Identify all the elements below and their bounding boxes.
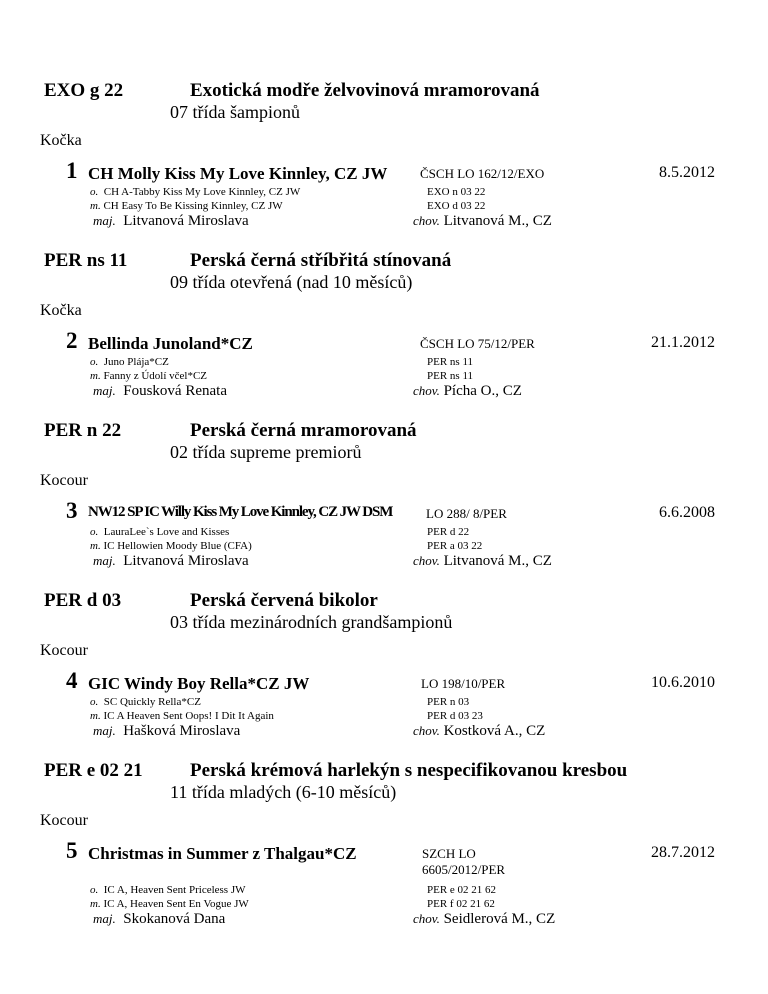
owner-name: Litvanová Miroslava [123,553,249,569]
mother-line [90,884,246,896]
breeder-line [413,723,545,740]
mother-color-code: PER d 22 [427,526,470,538]
birth-date: 10.6.2010 [651,674,715,691]
breeder-label: chov. [413,213,440,228]
cat-name: CH Molly Kiss My Love Kinnley, CZ JW [88,164,388,183]
sex-label: Kocour [40,642,88,659]
breeder-label: chov. [413,911,440,926]
cat-name: Bellinda Junoland*CZ [88,334,253,353]
breed-code: PER e 02 21 [44,760,143,781]
breeder-line [413,911,555,928]
sex-label: Kocour [40,472,88,489]
breeder-name: Litvanová M., CZ [443,213,552,229]
entry-number: 2 [66,328,78,353]
owner-label: maj. [93,911,116,926]
breeder-line [413,553,552,570]
show-class: 07 třída šampionů [170,102,300,122]
owner-name: Fousková Renata [123,383,227,399]
sex-label: Kočka [40,132,82,149]
owner-label: maj. [93,213,116,228]
breed-code: PER n 22 [44,420,122,441]
mother-name: Juno Plája*CZ [103,356,169,368]
father-label: m. [90,200,101,212]
entry-number: 5 [66,838,78,863]
owner-name: Skokanová Dana [123,911,226,927]
father-label: m. [90,898,101,910]
sex-label: Kocour [40,812,88,829]
birth-date: 6.6.2008 [659,504,715,521]
mother-name: CH A-Tabby Kiss My Love Kinnley, CZ JW [103,186,301,198]
breeder-name: Litvanová M., CZ [443,553,552,569]
mother-name: IC A, Heaven Sent Priceless JW [103,884,246,896]
breed-name: Perská černá stříbřitá stínovaná [190,250,452,271]
mother-label: o. [90,696,99,708]
father-line [90,370,207,382]
mother-line [90,356,169,368]
breed-name: Perská krémová harlekýn s nespecifikovanou kresbou [190,760,628,781]
show-class: 09 třída otevřená (nad 10 měsíců) [170,272,413,292]
breed-code: EXO g 22 [44,80,124,101]
father-color-code: PER f 02 21 62 [427,898,495,910]
breed-code: PER d 03 [44,590,122,611]
owner-line [93,213,249,230]
entry-number: 4 [66,668,78,693]
mother-name: SC Quickly Rella*CZ [103,696,201,708]
owner-line [93,911,225,928]
father-color-code: PER d 03 23 [427,710,483,722]
owner-line [93,723,240,740]
entry-number: 3 [66,498,78,523]
registration-number: LO 198/10/PER [421,676,506,691]
breeder-label: chov. [413,723,440,738]
father-line [90,898,249,910]
mother-color-code: EXO n 03 22 [427,186,486,198]
father-color-code: PER ns 11 [427,370,474,382]
father-color-code: EXO d 03 22 [427,200,486,212]
birth-date: 28.7.2012 [651,844,715,861]
registration-number-line2: 6605/2012/PER [422,862,506,877]
registration-number: SZCH LO [422,846,476,861]
breeder-label: chov. [413,383,440,398]
owner-label: maj. [93,723,116,738]
mother-line [90,526,229,538]
registration-number: ČSCH LO 162/12/EXO [420,166,545,181]
cat-name: NW12 SP IC Willy Kiss My Love Kinnley, CZ JW DSM [88,504,393,520]
registration-number: ČSCH LO 75/12/PER [420,336,535,351]
mother-color-code: PER ns 11 [427,356,474,368]
breed-name: Perská černá mramorovaná [190,420,417,441]
show-class: 03 třída mezinárodních grandšampionů [170,612,453,632]
father-color-code: PER a 03 22 [427,540,483,552]
breeder-line [413,213,552,230]
sex-label: Kočka [40,302,82,319]
owner-label: maj. [93,383,116,398]
father-name: IC A Heaven Sent Oops! I Dit It Again [103,710,274,722]
owner-line [93,383,227,400]
father-line [90,200,283,212]
show-class: 02 třída supreme premiorů [170,442,362,462]
breed-name: Exotická modře želvovinová mramorovaná [190,80,540,101]
mother-label: o. [90,526,99,538]
owner-label: maj. [93,553,116,568]
registration-number: LO 288/ 8/PER [426,506,507,521]
show-class: 11 třída mladých (6-10 měsíců) [170,782,397,802]
father-name: IC A, Heaven Sent En Vogue JW [103,898,249,910]
cat-name: GIC Windy Boy Rella*CZ JW [88,674,310,693]
mother-label: o. [90,884,99,896]
breeder-name: Pícha O., CZ [443,383,522,399]
father-label: m. [90,710,101,722]
breeder-label: chov. [413,553,440,568]
cat-name: Christmas in Summer z Thalgau*CZ [88,844,357,863]
mother-name: LauraLee`s Love and Kisses [103,526,230,538]
breeder-name: Kostková A., CZ [443,723,546,739]
breeder-name: Seidlerová M., CZ [443,911,556,927]
breed-code: PER ns 11 [44,250,128,271]
mother-line [90,696,201,708]
mother-color-code: PER e 02 21 62 [427,884,497,896]
owner-line [93,553,249,570]
breeder-line [413,383,522,400]
father-line [90,540,252,552]
breed-name: Perská červená bikolor [190,590,378,611]
entry-number: 1 [66,158,78,183]
father-line [90,710,274,722]
mother-label: o. [90,356,99,368]
father-label: m. [90,540,101,552]
mother-label: o. [90,186,99,198]
mother-color-code: PER n 03 [427,696,470,708]
birth-date: 8.5.2012 [659,164,715,181]
father-name: IC Hellowien Moody Blue (CFA) [103,540,252,552]
mother-line [90,186,300,198]
father-name: CH Easy To Be Kissing Kinnley, CZ JW [103,200,283,212]
owner-name: Litvanová Miroslava [123,213,249,229]
father-label: m. [90,370,101,382]
birth-date: 21.1.2012 [651,334,715,351]
father-name: Fanny z Údolí včel*CZ [103,370,208,382]
owner-name: Hašková Miroslava [123,723,241,739]
